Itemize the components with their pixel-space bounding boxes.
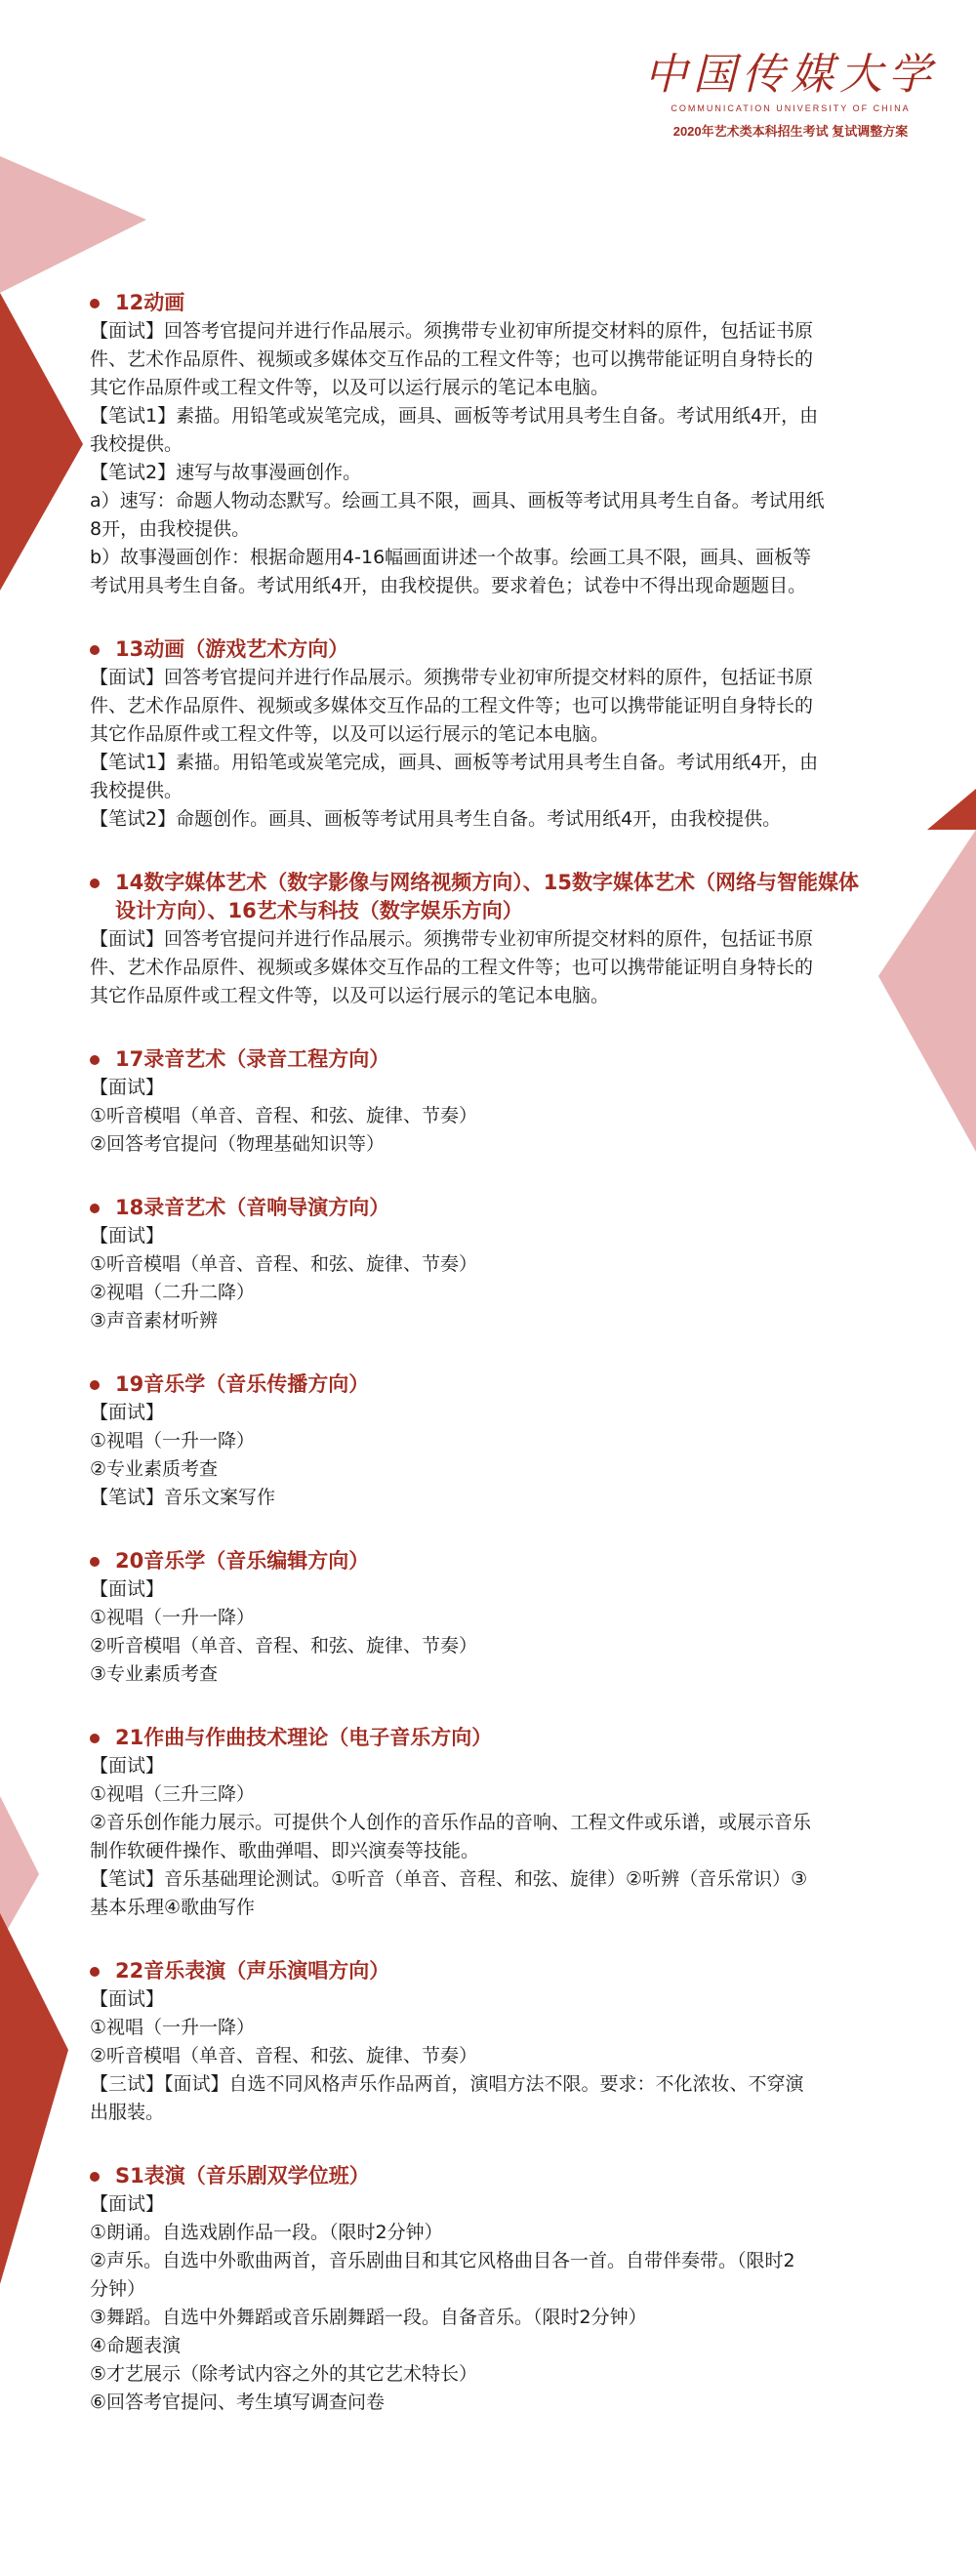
body-line: ③舞蹈。自选中外舞蹈或音乐剧舞蹈一段。自备音乐。（限时2分钟） [90, 2307, 647, 2328]
body-line: 【三试】【面试】自选不同风格声乐作品两首，演唱方法不限。要求：不化浓妆、不穿演 [90, 2073, 804, 2095]
section-title: 14数字媒体艺术（数字影像与网络视频方向）、15数字媒体艺术（网络与智能媒体设计方向）、16艺术与科技（数字娱乐方向） [90, 869, 871, 925]
body-line: 制作软硬件操作、歌曲弹唱、即兴演奏等技能。 [90, 1840, 480, 1861]
body-line: 8开，由我校提供。 [90, 518, 251, 540]
body-line: 【面试】 [90, 1402, 165, 1423]
section [90, 2162, 871, 2417]
body-line: 出服装。 [90, 2102, 165, 2123]
body-line: 【笔试1】素描。用铅笔或炭笔完成，画具、画板等考试用具考生自备。考试用纸4开，由 [90, 405, 819, 427]
section-body [90, 664, 871, 834]
body-line: 【面试】 [90, 1578, 165, 1600]
body-line: 【面试】 [90, 1077, 165, 1098]
body-line: 我校提供。 [90, 780, 183, 801]
section [90, 1547, 871, 1689]
body-line: ①视唱（一升一降） [90, 1607, 256, 1628]
deco-pink-right-large [878, 830, 976, 1152]
section-title: 18录音艺术（音响导演方向） [90, 1194, 871, 1222]
section [90, 1370, 871, 1512]
body-line: ④命题表演 [90, 2335, 182, 2356]
body-line: 【笔试2】命题创作。画具、画板等考试用具考生自备。考试用纸4开，由我校提供。 [90, 808, 782, 830]
section-body [90, 2190, 871, 2417]
section-body [90, 1074, 871, 1159]
body-line: ②音乐创作能力展示。可提供个人创作的音乐作品的音响、工程文件或乐谱，或展示音乐 [90, 1812, 812, 1833]
body-line: ③专业素质考查 [90, 1663, 219, 1685]
section-title: S1表演（音乐剧双学位班） [90, 2162, 871, 2190]
body-line: 【面试】回答考官提问并进行作品展示。须携带专业初审所提交材料的原件，包括证书原 [90, 320, 814, 342]
body-line: 【笔试2】速写与故事漫画创作。 [90, 462, 362, 483]
page-header [644, 49, 937, 140]
body-line: 我校提供。 [90, 433, 183, 455]
body-line: ⑤才艺展示（除考试内容之外的其它艺术特长） [90, 2363, 478, 2385]
section-body [90, 1985, 871, 2127]
body-line: 件、艺术作品原件、视频或多媒体交互作品的工程文件等；也可以携带能证明自身特长的 [90, 348, 814, 370]
body-line: ①视唱（一升一降） [90, 1430, 256, 1452]
section [90, 635, 871, 834]
body-line: ①视唱（一升一降） [90, 2017, 256, 2038]
body-line: 其它作品原件或工程文件等，以及可以运行展示的笔记本电脑。 [90, 377, 610, 398]
body-line: 【笔试】音乐文案写作 [90, 1487, 276, 1508]
section [90, 1957, 871, 2127]
body-line: ①听音模唱（单音、音程、和弦、旋律、节奏） [90, 1105, 478, 1126]
body-line: 考试用具考生自备。考试用纸4开，由我校提供。要求着色；试卷中不得出现命题题目。 [90, 575, 807, 596]
body-line: 【笔试】音乐基础理论测试。①听音（单音、音程、和弦、旋律）②听辨（音乐常识）③ [90, 1868, 808, 1890]
section-title: 21作曲与作曲技术理论（电子音乐方向） [90, 1724, 871, 1752]
body-line: 件、艺术作品原件、视频或多媒体交互作品的工程文件等；也可以携带能证明自身特长的 [90, 957, 814, 978]
body-line: ②回答考官提问（物理基础知识等） [90, 1133, 386, 1155]
section-title: 17录音艺术（录音工程方向） [90, 1045, 871, 1074]
body-line: a）速写：命题人物动态默写。绘画工具不限，画具、画板等考试用具考生自备。考试用纸 [90, 490, 825, 511]
body-line: 【面试】 [90, 1225, 165, 1247]
section-title: 20音乐学（音乐编辑方向） [90, 1547, 871, 1575]
body-line: ⑥回答考官提问、考生填写调查问卷 [90, 2392, 386, 2413]
section [90, 869, 871, 1010]
body-line: ①听音模唱（单音、音程、和弦、旋律、节奏） [90, 1253, 478, 1275]
body-line: 【面试】回答考官提问并进行作品展示。须携带专业初审所提交材料的原件，包括证书原 [90, 667, 814, 688]
body-line: ①视唱（三升三降） [90, 1783, 256, 1805]
document-content [90, 289, 871, 2452]
body-line: 【笔试1】素描。用铅笔或炭笔完成，画具、画板等考试用具考生自备。考试用纸4开，由 [90, 752, 819, 773]
section-title: 19音乐学（音乐传播方向） [90, 1370, 871, 1399]
university-logo-english: COMMUNICATION UNIVERSITY OF CHINA [671, 103, 911, 113]
university-logo: 中国传媒大学 [644, 50, 937, 100]
body-line: ②听音模唱（单音、音程、和弦、旋律、节奏） [90, 2045, 478, 2066]
section-body [90, 1752, 871, 1922]
body-line: 【面试】 [90, 1988, 165, 2010]
section-title: 13动画（游戏艺术方向） [90, 635, 871, 664]
section [90, 1724, 871, 1922]
body-line: 件、艺术作品原件、视频或多媒体交互作品的工程文件等；也可以携带能证明自身特长的 [90, 695, 814, 716]
body-line: b）故事漫画创作：根据命题用4-16幅画面讲述一个故事。绘画工具不限，画具、画板等 [90, 547, 812, 568]
body-line: 【面试】回答考官提问并进行作品展示。须携带专业初审所提交材料的原件，包括证书原 [90, 928, 814, 950]
section-body [90, 1222, 871, 1335]
body-line: ②声乐。自选中外歌曲两首，音乐剧曲目和其它风格曲目各一首。自带伴奏带。（限时2 [90, 2250, 795, 2271]
body-line: 分钟） [90, 2278, 146, 2300]
body-line: 【面试】 [90, 1755, 165, 1777]
body-line: ②视唱（二升二降） [90, 1282, 256, 1303]
body-line: 【面试】 [90, 2193, 165, 2215]
body-line: 其它作品原件或工程文件等，以及可以运行展示的笔记本电脑。 [90, 723, 610, 745]
header-subtitle: 2020年艺术类本科招生考试 复试调整方案 [672, 124, 909, 139]
section-body [90, 1399, 871, 1512]
section [90, 289, 871, 600]
section-title: 12动画 [90, 289, 871, 317]
deco-red-left-lower [0, 1913, 68, 2284]
body-line: ②听音模唱（单音、音程、和弦、旋律、节奏） [90, 1635, 478, 1656]
body-line: 其它作品原件或工程文件等，以及可以运行展示的笔记本电脑。 [90, 985, 610, 1006]
body-line: ③声音素材听辨 [90, 1310, 219, 1331]
deco-red-left-large [0, 293, 83, 591]
deco-red-right-small [927, 789, 976, 830]
section-body [90, 925, 871, 1010]
deco-pink-top-left [0, 156, 146, 293]
body-line: 基本乐理④歌曲写作 [90, 1897, 256, 1918]
section-body [90, 1575, 871, 1689]
section-title: 22音乐表演（声乐演唱方向） [90, 1957, 871, 1985]
deco-pink-left-lower [0, 1796, 39, 1942]
section [90, 1045, 871, 1159]
section-body [90, 317, 871, 600]
body-line: ②专业素质考查 [90, 1458, 219, 1480]
section [90, 1194, 871, 1335]
body-line: ①朗诵。自选戏剧作品一段。（限时2分钟） [90, 2222, 443, 2243]
